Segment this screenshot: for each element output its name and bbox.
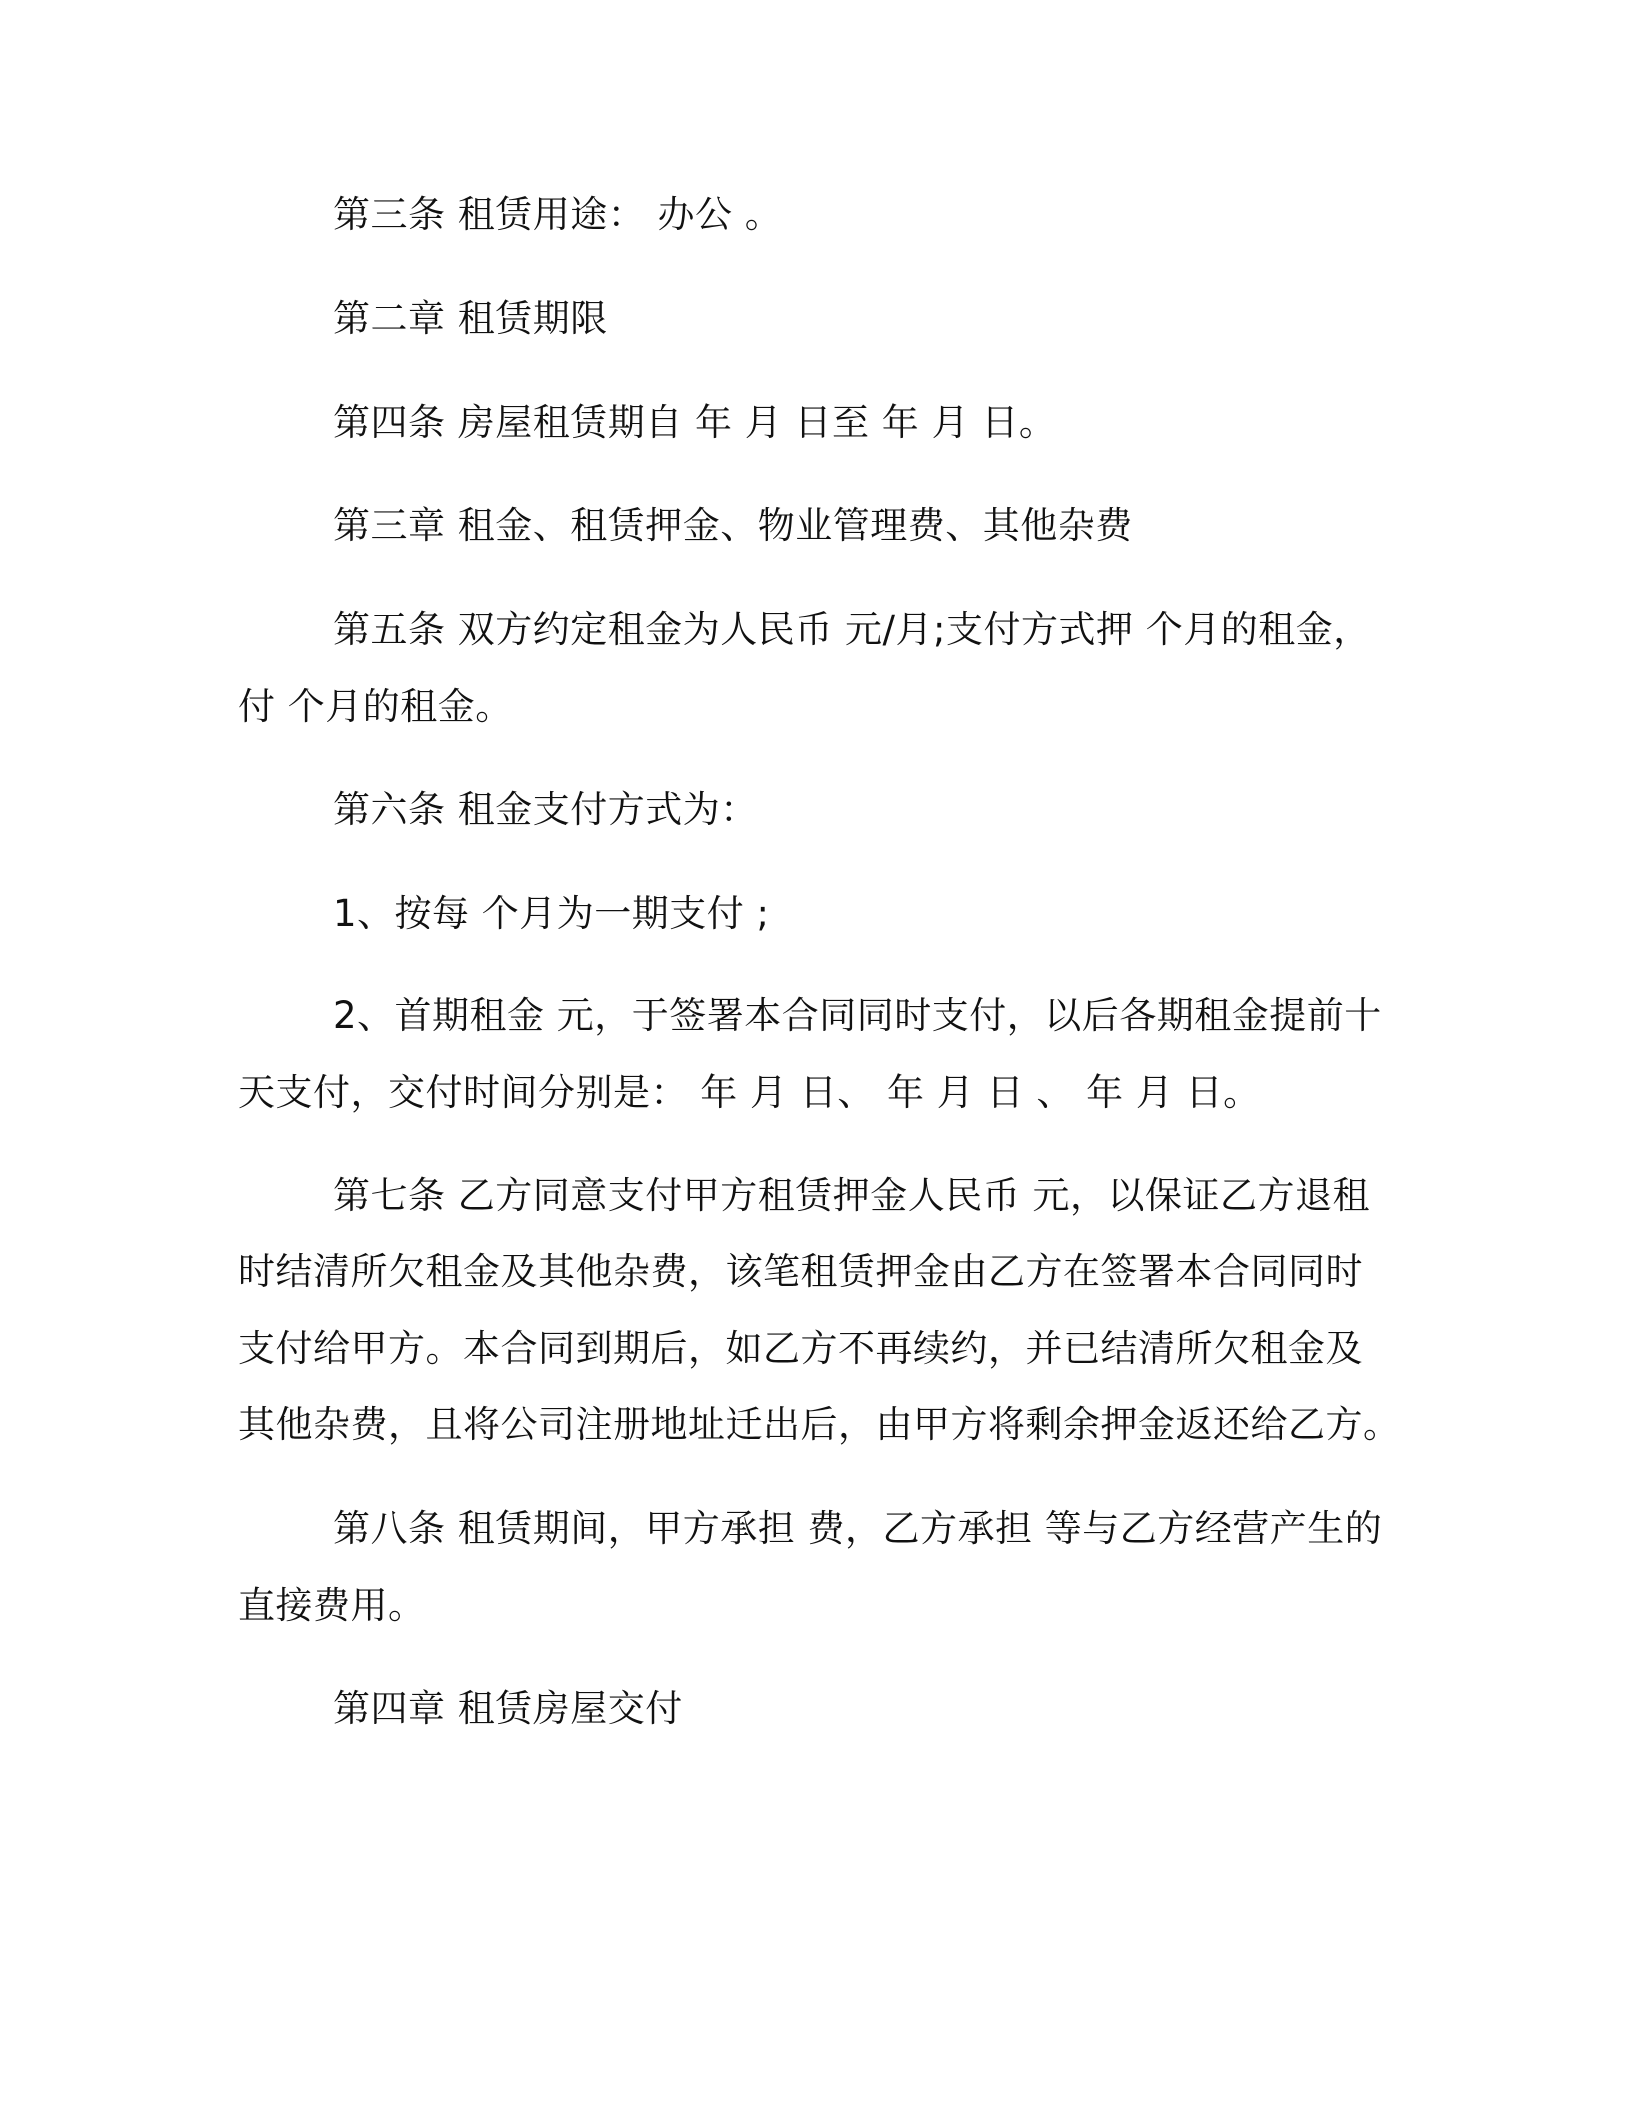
article-8-line-1: 第八条 租赁期间，甲方承担 费，乙方承担 等与乙方经营产生的	[333, 1507, 1383, 1550]
chapter-4-heading: 第四章 租赁房屋交付	[333, 1687, 683, 1730]
article-5-line-2: 付 个月的租金。	[238, 685, 513, 728]
article-7-line-1: 第七条 乙方同意支付甲方租赁押金人民币 元，以保证乙方退租	[333, 1174, 1371, 1217]
article-4-term: 第四条 房屋租赁期自 年 月 日至 年 月 日。	[333, 401, 1057, 444]
article-5-line-1: 第五条 双方约定租金为人民币 元/月;支付方式押 个月的租金，	[333, 608, 1371, 651]
article-6-heading: 第六条 租金支付方式为：	[333, 788, 758, 831]
payment-item-2-line-2: 天支付，交付时间分别是： 年 月 日、 年 月 日 、 年 月 日。	[238, 1071, 1261, 1114]
chapter-3-heading: 第三章 租金、租赁押金、物业管理费、其他杂费	[333, 504, 1133, 547]
payment-item-1: 1、按每 个月为一期支付 ;	[333, 892, 770, 935]
article-7-line-2: 时结清所欠租金及其他杂费，该笔租赁押金由乙方在签署本合同同时	[238, 1250, 1363, 1293]
chapter-2-heading: 第二章 租赁期限	[333, 297, 608, 340]
payment-item-2-line-1: 2、首期租金 元，于签署本合同同时支付，以后各期租金提前十	[333, 994, 1382, 1037]
article-8-line-2: 直接费用。	[238, 1584, 426, 1627]
article-7-line-4: 其他杂费，且将公司注册地址迁出后，由甲方将剩余押金返还给乙方。	[238, 1403, 1401, 1446]
article-3-purpose: 第三条 租赁用途： 办公 。	[333, 193, 783, 236]
article-7-line-3: 支付给甲方。本合同到期后，如乙方不再续约，并已结清所欠租金及	[238, 1327, 1363, 1370]
